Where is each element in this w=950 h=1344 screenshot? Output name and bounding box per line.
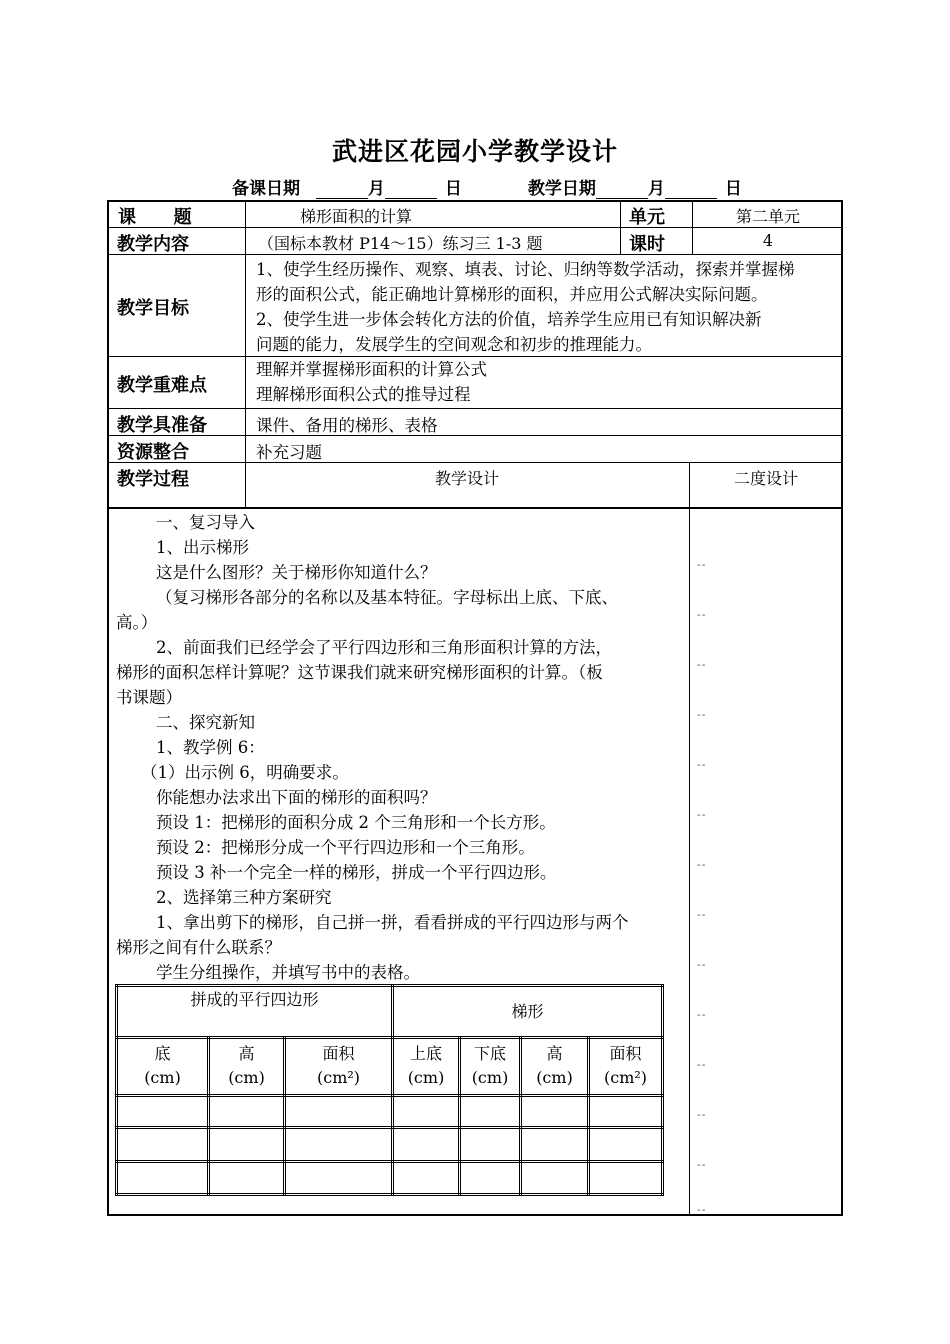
- teach-month-label: 月: [647, 179, 665, 199]
- teach-month-blank: [596, 180, 648, 199]
- body-line: 一、复习导入: [156, 513, 255, 532]
- second-design-dash: --: [697, 1203, 707, 1216]
- body-line: 梯形之间有什么联系？: [116, 938, 281, 957]
- teach-date-label: 教学日期: [527, 179, 596, 199]
- keypoints-line: 理解并掌握梯形面积的计算公式: [256, 360, 487, 379]
- prep-month-label: 月: [367, 179, 385, 199]
- unit-value: 第二单元: [735, 207, 800, 226]
- body-line: 书课题）: [116, 688, 182, 707]
- inner-table-border: [115, 1160, 664, 1163]
- row-divider: [107, 507, 843, 509]
- body-line: （1）出示例 6，明确要求。: [141, 763, 349, 782]
- date-line: [232, 174, 742, 199]
- goals-line: 形的面积公式，能正确地计算梯形的面积，并应用公式解决实际问题。: [256, 285, 768, 304]
- parallelogram-group-header: 拼成的平行四边形: [190, 990, 319, 1009]
- second-design-dash: --: [697, 1058, 707, 1071]
- prep-month-blank: [316, 180, 368, 199]
- second-design-dash: --: [697, 1008, 707, 1021]
- hours-label: 课时: [629, 234, 665, 255]
- body-line: 高。）: [116, 613, 158, 632]
- resource-label: 资源整合: [117, 442, 189, 463]
- keypoints-text: [256, 357, 487, 407]
- page-title: 武进区花园小学教学设计: [331, 137, 618, 166]
- topic-label: 课 题: [118, 207, 192, 228]
- prep-value: 课件、备用的梯形、表格: [256, 416, 438, 435]
- second-design-dash: --: [697, 608, 707, 621]
- body-line: 学生分组操作，并填写书中的表格。: [156, 963, 420, 982]
- content-label: 教学内容: [117, 234, 189, 255]
- col-header-area: 面积 (cm²): [316, 1044, 361, 1087]
- col-header-height: 高 (cm): [228, 1044, 265, 1087]
- row-divider: [107, 227, 843, 228]
- col-divider: [620, 200, 621, 254]
- teach-day-label: 日: [724, 179, 742, 199]
- second-design-dash: --: [697, 758, 707, 771]
- trapezoid-group-header: 梯形: [511, 1002, 544, 1021]
- second-design-dash: --: [697, 858, 707, 871]
- col-header-lower-base: 下底 (cm): [471, 1044, 509, 1087]
- content-value: （国标本教材 P14～15）练习三 1-3 题: [258, 234, 543, 253]
- inner-table-border: [115, 1193, 664, 1196]
- row-divider: [107, 435, 843, 436]
- body-line: 1、出示梯形: [156, 538, 249, 557]
- body-line: 你能想办法求出下面的梯形的面积吗？: [156, 788, 437, 807]
- body-line: 二、探究新知: [156, 713, 255, 732]
- teaching-process-text: [116, 510, 686, 985]
- row-divider: [107, 254, 843, 255]
- second-design-dash: --: [697, 708, 707, 721]
- inner-table-border: [115, 984, 664, 987]
- prep-label: 教学具准备: [117, 415, 207, 436]
- col-header-trap-height: 高 (cm): [536, 1044, 573, 1087]
- inner-table-border: [115, 1094, 664, 1097]
- inner-table-border: [115, 1036, 664, 1039]
- row-divider: [107, 408, 843, 409]
- inner-table-border: [115, 984, 118, 1196]
- body-line: 梯形的面积怎样计算呢？这节课我们就来研究梯形面积的计算。（板: [116, 663, 603, 682]
- inner-table-border: [115, 1126, 664, 1129]
- hours-value: 4: [762, 231, 774, 250]
- body-line: 2、前面我们已经学会了平行四边形和三角形面积计算的方法，: [156, 638, 612, 657]
- col-header-upper-base: 上底 (cm): [407, 1044, 445, 1087]
- second-design-dash: --: [697, 658, 707, 671]
- col-header-base: 底 (cm): [144, 1044, 181, 1087]
- body-line: 1、拿出剪下的梯形，自己拼一拼，看看拼成的平行四边形与两个: [156, 913, 629, 932]
- col-header-trap-area: 面积 (cm²): [603, 1044, 648, 1087]
- col-divider: [689, 462, 690, 1216]
- prep-date-label: 备课日期: [232, 179, 300, 199]
- body-line: 这是什么图形？关于梯形你知道什么？: [156, 563, 437, 582]
- goals-text: [256, 257, 795, 357]
- second-design-dash: --: [697, 908, 707, 921]
- design-label: 教学设计: [434, 469, 499, 488]
- unit-label: 单元: [629, 207, 665, 228]
- body-line: 2、选择第三种方案研究: [156, 888, 332, 907]
- second-design-dash: --: [697, 1108, 707, 1121]
- body-line: 预设 3 补一个完全一样的梯形，拼成一个平行四边形。: [156, 863, 557, 882]
- body-line: 1、教学例 6：: [156, 738, 265, 757]
- goals-line: 1、使学生经历操作、观察、填表、讨论、归纳等数学活动，探索并掌握梯: [256, 260, 795, 279]
- goals-line: 问题的能力，发展学生的空间观念和初步的推理能力。: [256, 335, 652, 354]
- col-divider: [245, 200, 246, 507]
- goals-line: 2、使学生进一步体会转化方法的价值，培养学生应用已有知识解决新: [256, 310, 762, 329]
- topic-value: 梯形面积的计算: [300, 207, 413, 226]
- teach-day-blank: [665, 180, 717, 199]
- process-label: 教学过程: [117, 469, 189, 490]
- second-design-dash: --: [697, 808, 707, 821]
- inner-table-border: [661, 984, 664, 1196]
- second-design-dash: --: [697, 1158, 707, 1171]
- row-divider: [107, 462, 843, 463]
- keypoints-line: 理解梯形面积公式的推导过程: [256, 385, 471, 404]
- body-line: （复习梯形各部分的名称以及基本特征。字母标出上底、下底、: [156, 588, 618, 607]
- prep-day-label: 日: [444, 179, 462, 199]
- prep-day-blank: [385, 180, 437, 199]
- body-line: 预设 2：把梯形分成一个平行四边形和一个三角形。: [156, 838, 535, 857]
- keypoints-label: 教学重难点: [117, 375, 207, 396]
- resource-value: 补充习题: [256, 443, 322, 462]
- second-design-dash: --: [697, 558, 707, 571]
- second-design-dash: --: [697, 958, 707, 971]
- second-design-label: 二度设计: [733, 469, 798, 488]
- goals-label: 教学目标: [117, 298, 189, 319]
- body-line: 预设 1：把梯形的面积分成 2 个三角形和一个长方形。: [156, 813, 556, 832]
